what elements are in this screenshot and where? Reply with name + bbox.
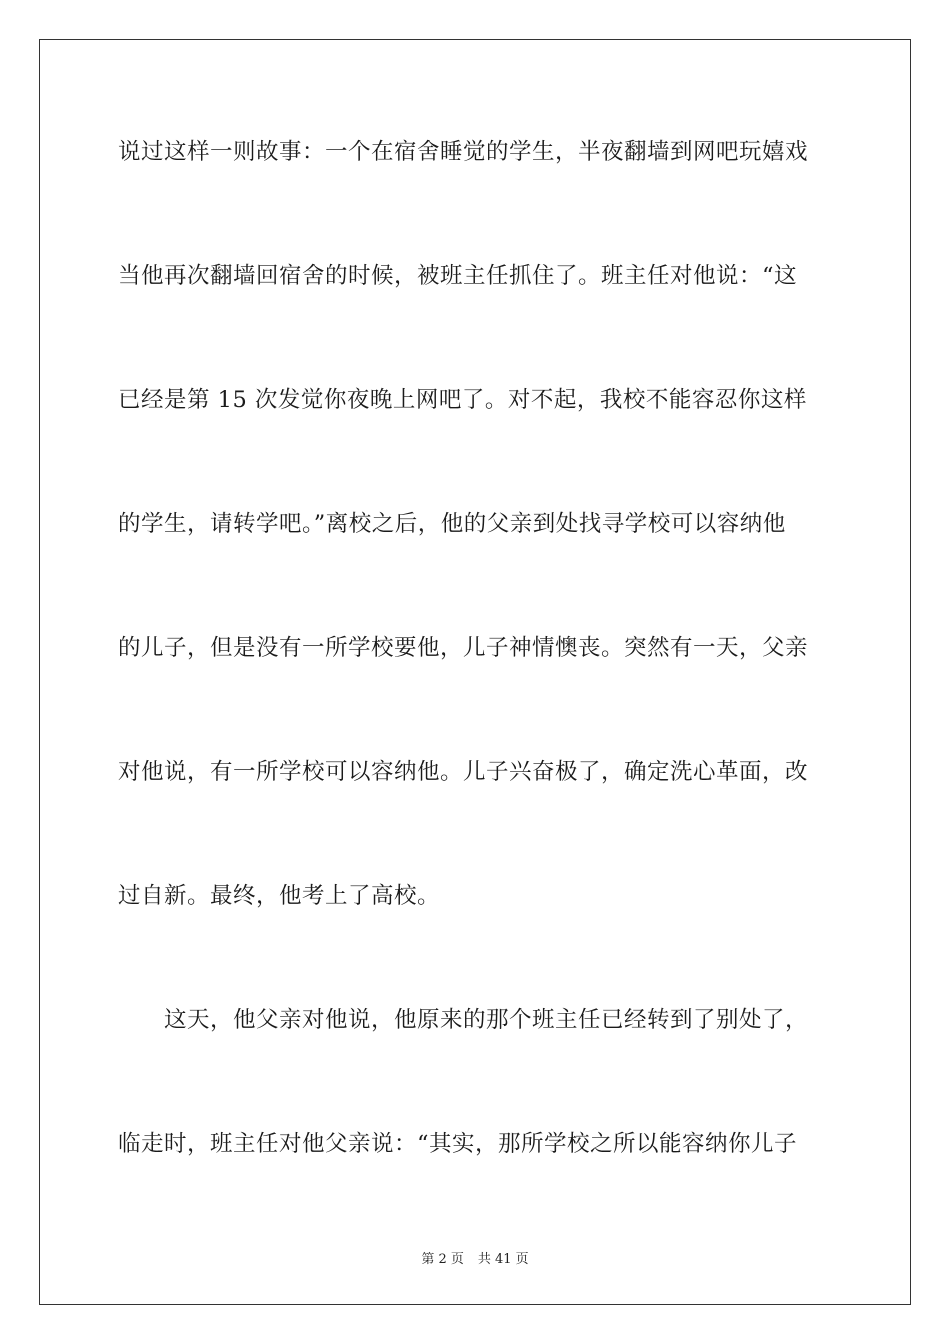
text-line: 说过这样一则故事：一个在宿舍睡觉的学生，半夜翻墙到网吧玩嬉戏	[118, 139, 809, 165]
text-line-indented: 这天，他父亲对他说，他原来的那个班主任已经转到了别处了，	[164, 1007, 809, 1033]
page-number: 第 2 页	[421, 1252, 464, 1267]
text-line: 已经是第 15 次发觉你夜晚上网吧了。对不起，我校不能容忍你这样	[118, 387, 807, 413]
text-line: 临走时，班主任对他父亲说：“其实，那所学校之所以能容纳你儿子	[118, 1131, 798, 1157]
document-body	[118, 128, 834, 1244]
text-line: 的儿子，但是没有一所学校要他，儿子神情懊丧。突然有一天，父亲	[118, 635, 809, 661]
page-footer	[0, 1248, 950, 1267]
page-total: 共 41 页	[477, 1252, 529, 1267]
text-line: 过自新。最终，他考上了高校。	[118, 883, 441, 909]
text-line: 的学生，请转学吧。”离校之后，他的父亲到处找寻学校可以容纳他	[118, 511, 786, 537]
text-line: 对他说，有一所学校可以容纳他。儿子兴奋极了，确定洗心革面，改	[118, 759, 809, 785]
text-line: 当他再次翻墙回宿舍的时候，被班主任抓住了。班主任对他说：“这	[118, 263, 798, 289]
